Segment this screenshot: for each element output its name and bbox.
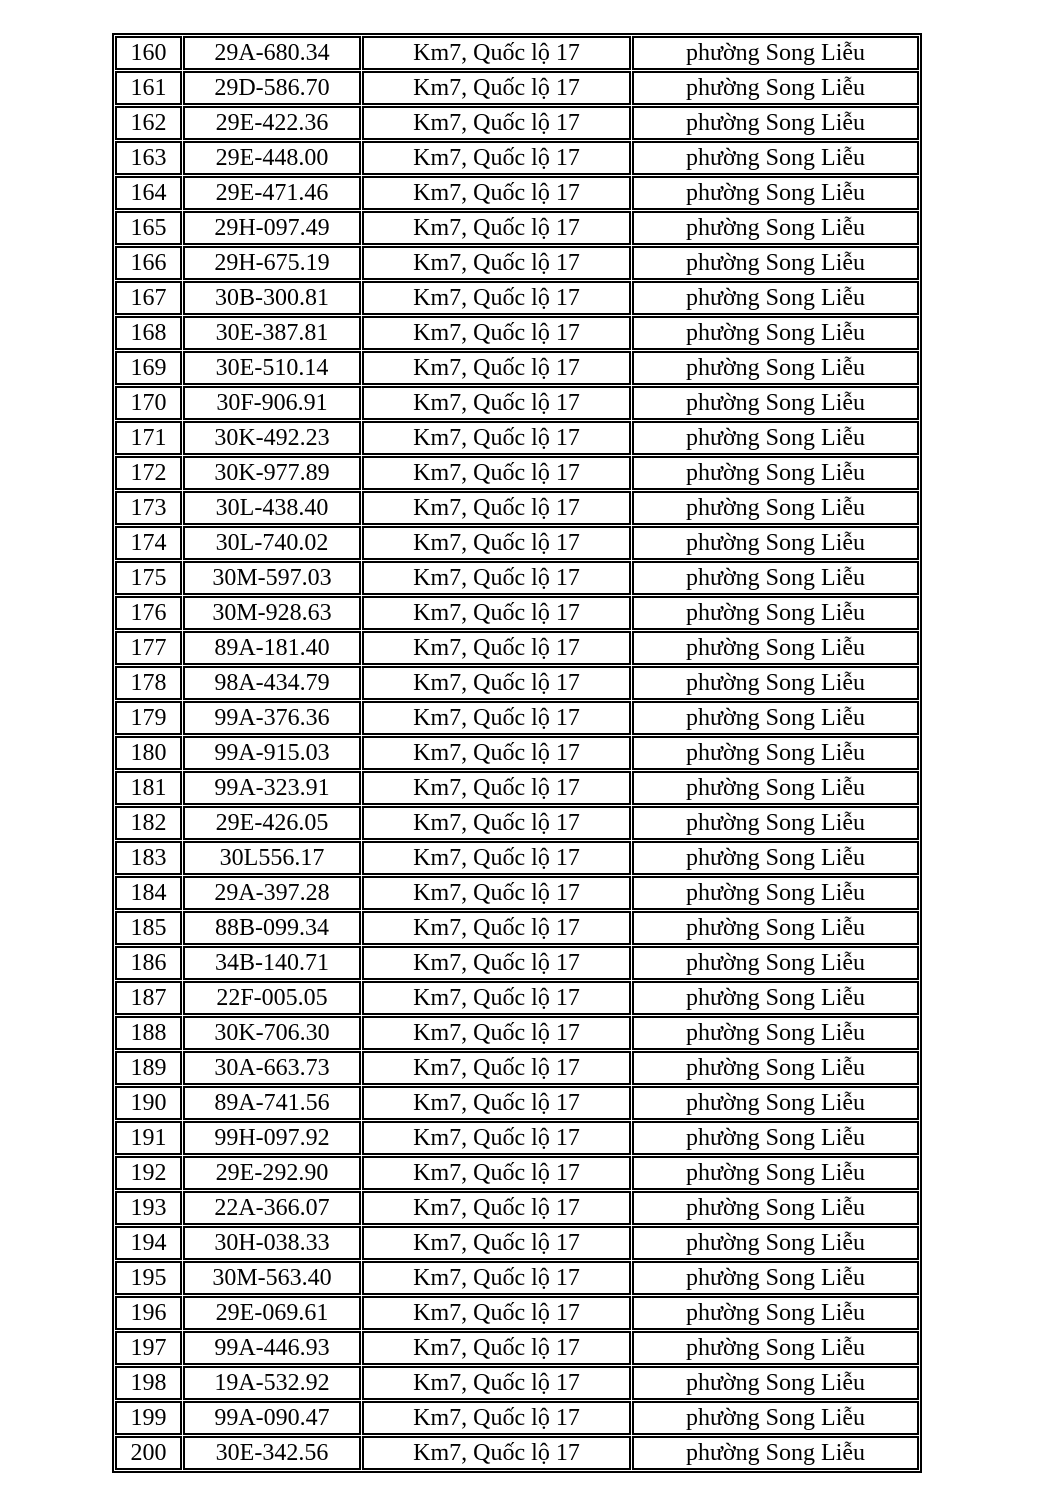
location-cell: Km7, Quốc lộ 17 [362, 316, 631, 350]
ward-cell: phường Song Liễu [632, 596, 919, 630]
table-row [115, 1296, 919, 1330]
row-number-cell: 196 [115, 1296, 182, 1330]
row-number-cell: 177 [115, 631, 182, 665]
ward-cell: phường Song Liễu [632, 211, 919, 245]
table-row [115, 106, 919, 140]
table-body [115, 36, 919, 1470]
location-cell: Km7, Quốc lộ 17 [362, 876, 631, 910]
row-number-cell: 186 [115, 946, 182, 980]
location-cell: Km7, Quốc lộ 17 [362, 526, 631, 560]
ward-cell: phường Song Liễu [632, 1016, 919, 1050]
ward-cell: phường Song Liễu [632, 1331, 919, 1365]
ward-cell: phường Song Liễu [632, 491, 919, 525]
row-number-cell: 161 [115, 71, 182, 105]
ward-cell: phường Song Liễu [632, 106, 919, 140]
ward-cell: phường Song Liễu [632, 1121, 919, 1155]
table-row [115, 526, 919, 560]
table-row [115, 211, 919, 245]
row-number-cell: 185 [115, 911, 182, 945]
row-number-cell: 183 [115, 841, 182, 875]
location-cell: Km7, Quốc lộ 17 [362, 176, 631, 210]
table-row [115, 1086, 919, 1120]
ward-cell: phường Song Liễu [632, 1051, 919, 1085]
ward-cell: phường Song Liễu [632, 701, 919, 735]
ward-cell: phường Song Liễu [632, 736, 919, 770]
location-cell: Km7, Quốc lộ 17 [362, 631, 631, 665]
plate-number-cell: 29E-471.46 [183, 176, 361, 210]
table-row [115, 736, 919, 770]
plate-number-cell: 34B-140.71 [183, 946, 361, 980]
table-row [115, 1226, 919, 1260]
row-number-cell: 191 [115, 1121, 182, 1155]
plate-number-cell: 30A-663.73 [183, 1051, 361, 1085]
plate-number-cell: 99H-097.92 [183, 1121, 361, 1155]
plate-number-cell: 30K-492.23 [183, 421, 361, 455]
row-number-cell: 164 [115, 176, 182, 210]
location-cell: Km7, Quốc lộ 17 [362, 491, 631, 525]
plate-number-cell: 29H-097.49 [183, 211, 361, 245]
table-row [115, 666, 919, 700]
table-row [115, 281, 919, 315]
ward-cell: phường Song Liễu [632, 316, 919, 350]
ward-cell: phường Song Liễu [632, 1261, 919, 1295]
table-row [115, 981, 919, 1015]
row-number-cell: 170 [115, 386, 182, 420]
row-number-cell: 188 [115, 1016, 182, 1050]
ward-cell: phường Song Liễu [632, 631, 919, 665]
table-row [115, 1051, 919, 1085]
table-row [115, 456, 919, 490]
table-row [115, 841, 919, 875]
ward-cell: phường Song Liễu [632, 876, 919, 910]
row-number-cell: 171 [115, 421, 182, 455]
ward-cell: phường Song Liễu [632, 841, 919, 875]
plate-number-cell: 99A-323.91 [183, 771, 361, 805]
location-cell: Km7, Quốc lộ 17 [362, 1051, 631, 1085]
location-cell: Km7, Quốc lộ 17 [362, 596, 631, 630]
location-cell: Km7, Quốc lộ 17 [362, 1086, 631, 1120]
location-cell: Km7, Quốc lộ 17 [362, 946, 631, 980]
row-number-cell: 160 [115, 36, 182, 70]
ward-cell: phường Song Liễu [632, 1191, 919, 1225]
row-number-cell: 187 [115, 981, 182, 1015]
plate-number-cell: 29E-422.36 [183, 106, 361, 140]
row-number-cell: 179 [115, 701, 182, 735]
ward-cell: phường Song Liễu [632, 1296, 919, 1330]
plate-number-cell: 19A-532.92 [183, 1366, 361, 1400]
ward-cell: phường Song Liễu [632, 1226, 919, 1260]
location-cell: Km7, Quốc lộ 17 [362, 1226, 631, 1260]
location-cell: Km7, Quốc lộ 17 [362, 806, 631, 840]
table-row [115, 386, 919, 420]
location-cell: Km7, Quốc lộ 17 [362, 1261, 631, 1295]
location-cell: Km7, Quốc lộ 17 [362, 1121, 631, 1155]
table-row [115, 1121, 919, 1155]
ward-cell: phường Song Liễu [632, 421, 919, 455]
table-row [115, 491, 919, 525]
ward-cell: phường Song Liễu [632, 281, 919, 315]
row-number-cell: 189 [115, 1051, 182, 1085]
ward-cell: phường Song Liễu [632, 911, 919, 945]
row-number-cell: 181 [115, 771, 182, 805]
plate-number-cell: 99A-376.36 [183, 701, 361, 735]
ward-cell: phường Song Liễu [632, 946, 919, 980]
table-row [115, 596, 919, 630]
row-number-cell: 167 [115, 281, 182, 315]
location-cell: Km7, Quốc lộ 17 [362, 1436, 631, 1470]
row-number-cell: 198 [115, 1366, 182, 1400]
row-number-cell: 172 [115, 456, 182, 490]
row-number-cell: 169 [115, 351, 182, 385]
plate-number-cell: 99A-915.03 [183, 736, 361, 770]
table-row [115, 911, 919, 945]
ward-cell: phường Song Liễu [632, 981, 919, 1015]
plate-number-cell: 22F-005.05 [183, 981, 361, 1015]
table-row [115, 876, 919, 910]
location-cell: Km7, Quốc lộ 17 [362, 71, 631, 105]
vehicle-plate-table [112, 33, 922, 1473]
location-cell: Km7, Quốc lộ 17 [362, 141, 631, 175]
row-number-cell: 199 [115, 1401, 182, 1435]
table-row [115, 771, 919, 805]
plate-number-cell: 30B-300.81 [183, 281, 361, 315]
ward-cell: phường Song Liễu [632, 561, 919, 595]
table-row [115, 1191, 919, 1225]
table-row [115, 1261, 919, 1295]
row-number-cell: 192 [115, 1156, 182, 1190]
table-row [115, 1156, 919, 1190]
plate-number-cell: 22A-366.07 [183, 1191, 361, 1225]
table-row [115, 1016, 919, 1050]
ward-cell: phường Song Liễu [632, 806, 919, 840]
table-row [115, 1331, 919, 1365]
table-row [115, 351, 919, 385]
plate-number-cell: 30M-563.40 [183, 1261, 361, 1295]
table-row [115, 1436, 919, 1470]
ward-cell: phường Song Liễu [632, 71, 919, 105]
plate-number-cell: 30E-510.14 [183, 351, 361, 385]
plate-number-cell: 88B-099.34 [183, 911, 361, 945]
row-number-cell: 174 [115, 526, 182, 560]
table-row [115, 1401, 919, 1435]
ward-cell: phường Song Liễu [632, 1156, 919, 1190]
plate-number-cell: 30F-906.91 [183, 386, 361, 420]
location-cell: Km7, Quốc lộ 17 [362, 1016, 631, 1050]
location-cell: Km7, Quốc lộ 17 [362, 386, 631, 420]
location-cell: Km7, Quốc lộ 17 [362, 281, 631, 315]
plate-number-cell: 29A-680.34 [183, 36, 361, 70]
location-cell: Km7, Quốc lộ 17 [362, 421, 631, 455]
plate-number-cell: 30L556.17 [183, 841, 361, 875]
ward-cell: phường Song Liễu [632, 386, 919, 420]
plate-number-cell: 29E-292.90 [183, 1156, 361, 1190]
location-cell: Km7, Quốc lộ 17 [362, 666, 631, 700]
ward-cell: phường Song Liễu [632, 666, 919, 700]
table-row [115, 701, 919, 735]
row-number-cell: 194 [115, 1226, 182, 1260]
row-number-cell: 193 [115, 1191, 182, 1225]
plate-number-cell: 30K-706.30 [183, 1016, 361, 1050]
table-row [115, 71, 919, 105]
plate-number-cell: 29A-397.28 [183, 876, 361, 910]
table-row [115, 141, 919, 175]
row-number-cell: 190 [115, 1086, 182, 1120]
location-cell: Km7, Quốc lộ 17 [362, 736, 631, 770]
plate-number-cell: 30M-928.63 [183, 596, 361, 630]
ward-cell: phường Song Liễu [632, 1436, 919, 1470]
location-cell: Km7, Quốc lộ 17 [362, 981, 631, 1015]
table-row [115, 246, 919, 280]
ward-cell: phường Song Liễu [632, 176, 919, 210]
plate-number-cell: 98A-434.79 [183, 666, 361, 700]
row-number-cell: 178 [115, 666, 182, 700]
location-cell: Km7, Quốc lộ 17 [362, 351, 631, 385]
row-number-cell: 166 [115, 246, 182, 280]
ward-cell: phường Song Liễu [632, 1366, 919, 1400]
row-number-cell: 168 [115, 316, 182, 350]
plate-number-cell: 99A-090.47 [183, 1401, 361, 1435]
table-row [115, 421, 919, 455]
plate-number-cell: 30L-438.40 [183, 491, 361, 525]
location-cell: Km7, Quốc lộ 17 [362, 701, 631, 735]
location-cell: Km7, Quốc lộ 17 [362, 1296, 631, 1330]
table-row [115, 561, 919, 595]
table-row [115, 176, 919, 210]
row-number-cell: 162 [115, 106, 182, 140]
location-cell: Km7, Quốc lộ 17 [362, 1401, 631, 1435]
row-number-cell: 197 [115, 1331, 182, 1365]
plate-number-cell: 30E-342.56 [183, 1436, 361, 1470]
row-number-cell: 195 [115, 1261, 182, 1295]
ward-cell: phường Song Liễu [632, 246, 919, 280]
row-number-cell: 176 [115, 596, 182, 630]
ward-cell: phường Song Liễu [632, 36, 919, 70]
plate-number-cell: 30E-387.81 [183, 316, 361, 350]
location-cell: Km7, Quốc lộ 17 [362, 1331, 631, 1365]
plate-number-cell: 29D-586.70 [183, 71, 361, 105]
plate-number-cell: 29E-426.05 [183, 806, 361, 840]
row-number-cell: 163 [115, 141, 182, 175]
ward-cell: phường Song Liễu [632, 1401, 919, 1435]
location-cell: Km7, Quốc lộ 17 [362, 1366, 631, 1400]
ward-cell: phường Song Liễu [632, 351, 919, 385]
row-number-cell: 184 [115, 876, 182, 910]
table-row [115, 631, 919, 665]
plate-number-cell: 29H-675.19 [183, 246, 361, 280]
plate-number-cell: 29E-069.61 [183, 1296, 361, 1330]
ward-cell: phường Song Liễu [632, 771, 919, 805]
plate-number-cell: 30H-038.33 [183, 1226, 361, 1260]
plate-number-cell: 89A-181.40 [183, 631, 361, 665]
location-cell: Km7, Quốc lộ 17 [362, 36, 631, 70]
ward-cell: phường Song Liễu [632, 526, 919, 560]
row-number-cell: 173 [115, 491, 182, 525]
plate-number-cell: 29E-448.00 [183, 141, 361, 175]
plate-number-cell: 89A-741.56 [183, 1086, 361, 1120]
location-cell: Km7, Quốc lộ 17 [362, 456, 631, 490]
row-number-cell: 175 [115, 561, 182, 595]
location-cell: Km7, Quốc lộ 17 [362, 246, 631, 280]
location-cell: Km7, Quốc lộ 17 [362, 561, 631, 595]
location-cell: Km7, Quốc lộ 17 [362, 106, 631, 140]
table-row [115, 806, 919, 840]
row-number-cell: 182 [115, 806, 182, 840]
row-number-cell: 165 [115, 211, 182, 245]
plate-number-cell: 99A-446.93 [183, 1331, 361, 1365]
row-number-cell: 200 [115, 1436, 182, 1470]
location-cell: Km7, Quốc lộ 17 [362, 771, 631, 805]
plate-number-cell: 30K-977.89 [183, 456, 361, 490]
ward-cell: phường Song Liễu [632, 1086, 919, 1120]
table-row [115, 36, 919, 70]
location-cell: Km7, Quốc lộ 17 [362, 911, 631, 945]
location-cell: Km7, Quốc lộ 17 [362, 1156, 631, 1190]
row-number-cell: 180 [115, 736, 182, 770]
location-cell: Km7, Quốc lộ 17 [362, 841, 631, 875]
table-row [115, 1366, 919, 1400]
ward-cell: phường Song Liễu [632, 141, 919, 175]
table-row [115, 316, 919, 350]
location-cell: Km7, Quốc lộ 17 [362, 1191, 631, 1225]
location-cell: Km7, Quốc lộ 17 [362, 211, 631, 245]
table-row [115, 946, 919, 980]
plate-number-cell: 30M-597.03 [183, 561, 361, 595]
plate-number-cell: 30L-740.02 [183, 526, 361, 560]
ward-cell: phường Song Liễu [632, 456, 919, 490]
